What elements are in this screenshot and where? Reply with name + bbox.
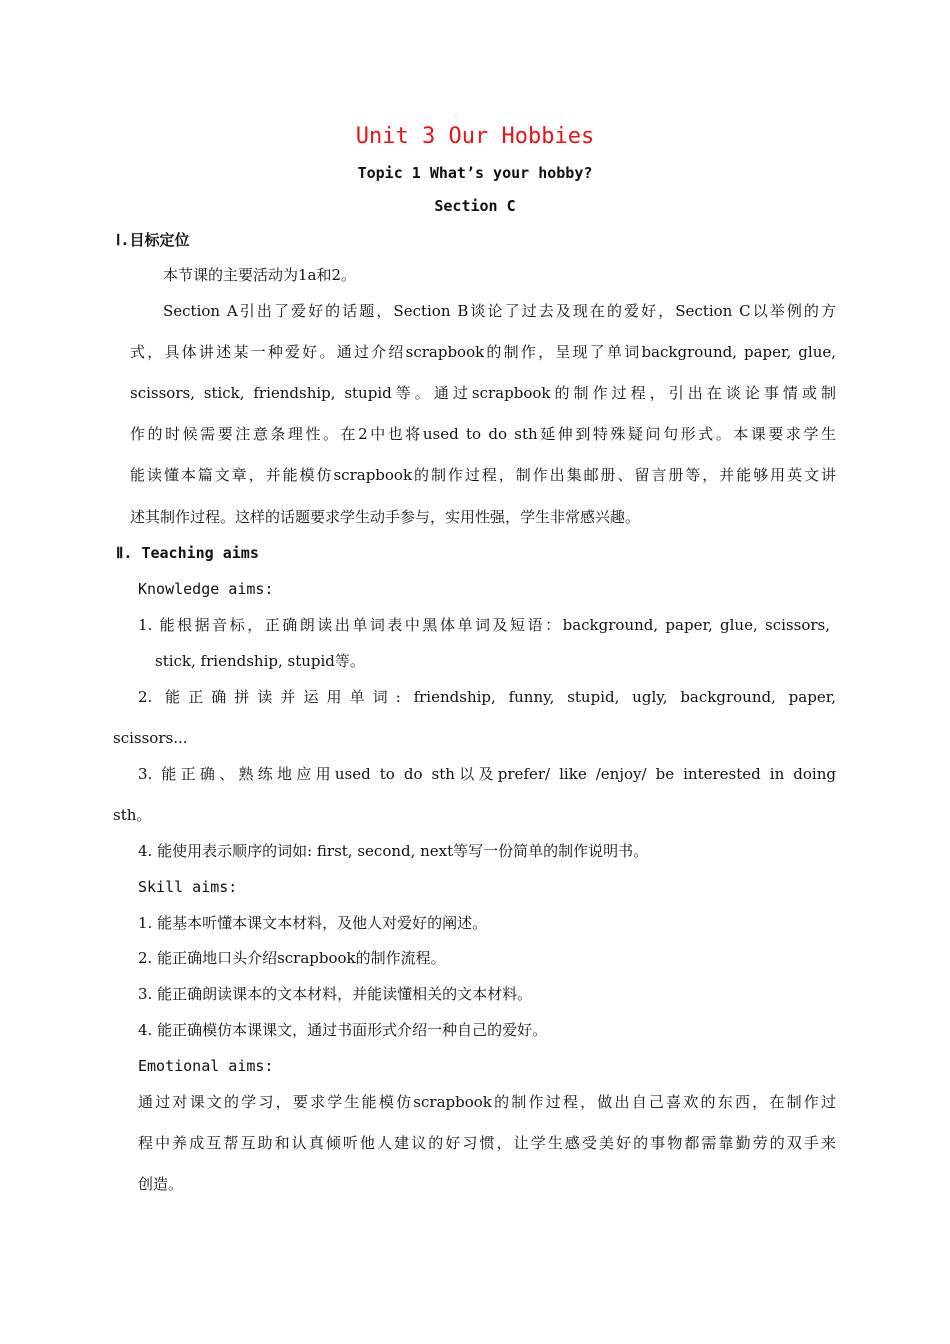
emotional-aim-line: 创造。 [138,1175,184,1193]
skill-aim-line: 3. 能正确朗读课本的文本材料，并能读懂相关的文本材料。 [138,985,533,1003]
knowledge-aim-line: 3. 能正确、熟练地应用used to do sth以及prefer/ like /enjoy/ be interested in doing [138,765,836,783]
part1-heading: Ⅰ.目标定位 [116,231,190,249]
knowledge-aim-line: 2. 能正确拼读并运用单词: friendship, funny, stupid, ugly, background, paper, [138,688,836,706]
emotional-aim-line: 程中养成互帮互助和认真倾听他人建议的好习惯，让学生感受美好的事物都需靠勤劳的双手来 [138,1134,836,1152]
part1-line: 能读懂本篇文章，并能模仿scrapbook的制作过程，制作出集邮册、留言册等，并能够用英文讲 [130,466,836,484]
topic-subtitle: Topic 1 What’s your hobby? [357,164,593,182]
knowledge-aims-label: Knowledge aims: [138,580,274,598]
skill-aim-line: 4. 能正确模仿本课课文，通过书面形式介绍一种自己的爱好。 [138,1021,548,1039]
skill-aim-line: 1. 能基本听懂本课文本材料，及他人对爱好的阐述。 [138,914,488,932]
document-title: Unit 3 Our Hobbies [355,124,595,149]
emotional-aims-label: Emotional aims: [138,1057,274,1075]
knowledge-aim-line: sth。 [113,806,152,824]
part1-line: 本节课的主要活动为1a和2。 [163,266,357,284]
part2-heading: Ⅱ. Teaching aims [116,544,259,562]
knowledge-aim-line: scissors... [113,729,188,747]
section-subtitle: Section C [434,197,516,215]
part1-line: 作的时候需要注意条理性。在2中也将used to do sth延伸到特殊疑问句形式。本课要求学生 [130,425,836,443]
emotional-aim-line: 通过对课文的学习，要求学生能模仿scrapbook的制作过程，做出自己喜欢的东西，在制作过 [138,1093,836,1111]
knowledge-aim-line: stick, friendship, stupid等。 [155,652,365,670]
part1-line: 式，具体讲述某一种爱好。通过介绍scrapbook的制作，呈现了单词background, paper, glue, [130,343,836,361]
knowledge-aim-line: 1. 能根据音标，正确朗读出单词表中黑体单词及短语：background, paper, glue, scissors, [138,616,830,634]
part1-line: scissors, stick, friendship, stupid等。通过scrapbook的制作过程，引出在谈论事情或制 [130,384,836,402]
part1-line: 述其制作过程。这样的话题要求学生动手参与，实用性强，学生非常感兴趣。 [130,508,641,526]
knowledge-aim-line: 4. 能使用表示顺序的词如: first, second, next等写一份简单的制作说明书。 [138,842,649,860]
part1-line: Section A引出了爱好的话题，Section B谈论了过去及现在的爱好，Section C以举例的方 [163,302,836,320]
skill-aim-line: 2. 能正确地口头介绍scrapbook的制作流程。 [138,949,446,967]
skill-aims-label: Skill aims: [138,878,238,896]
